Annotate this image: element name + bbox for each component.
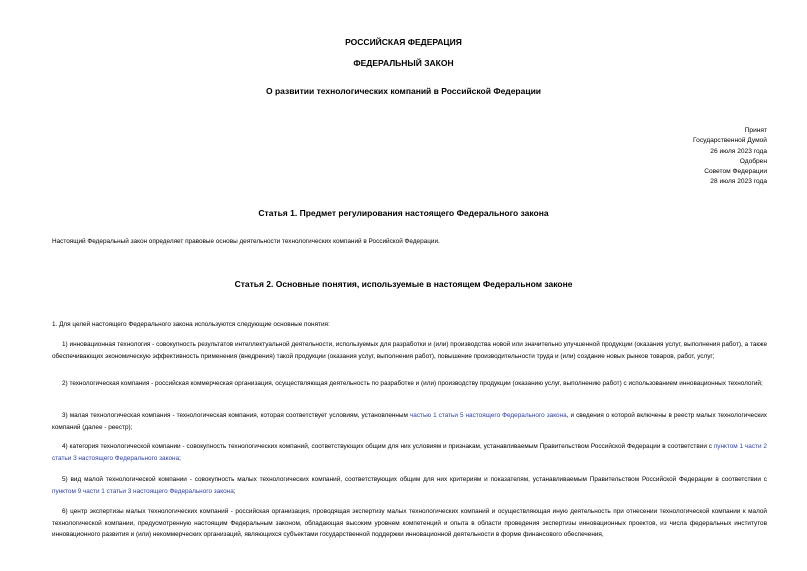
definition-2-text: 2) технологическая компания - российская коммерческая организация, осуществляющая деятельность по разработке и (или) производству продукции (оказанию услуг, выполнению работ) с использованием инновационных технологий; — [62, 380, 763, 387]
article1-text: Настоящий Федеральный закон определяет правовые основы деятельности технологических компаний в Российской Федерации. — [52, 238, 440, 245]
adoption-line: 28 июля 2023 года — [710, 178, 767, 186]
adoption-line: Одобрен — [739, 157, 767, 165]
article2-intro: 1. Для целей настоящего Федерального закона используются следующие основные понятия: — [52, 321, 330, 328]
law-title: О развитии технологических компаний в Российской Федерации — [265, 86, 542, 96]
definition-2 — [52, 378, 767, 390]
definition-1 — [52, 339, 767, 362]
definition-5 — [52, 474, 767, 497]
definition-3-text-b: , и сведения о которой включены в реестр малых технологических компаний (далее - реестр); — [52, 412, 767, 431]
definition-3-link[interactable]: частью 1 статьи 5 настоящего Федерального закона — [409, 412, 567, 419]
law-type-heading: ФЕДЕРАЛЬНЫЙ ЗАКОН — [353, 58, 454, 68]
definition-3-text-a: 3) малая технологическая компания - технологическая компания, которая соответствует условиям, установленным — [62, 412, 410, 419]
definition-1-text: 1) инновационная технология - совокупность результатов интеллектуальной деятельности, используемых для разработки и (или) производства новой или значительно улучшенной продукции (оказания услуг, выполнения работ), а также обеспечивающих экономическую эффективность применения (внедрения) такой продукции (оказания услуг, выполнения работ), повышение производительности труда и (или) создание новых рынков товаров, работ, услуг; — [52, 341, 767, 360]
definition-4-text-b: ; — [179, 454, 181, 462]
adoption-line: Принят — [744, 127, 767, 134]
adoption-line: Советом Федерации — [704, 168, 767, 176]
definition-4-text-a: 4) категория технологической компании - совокупность технологических компаний, соответствующих общим для них условиям и признакам, устанавливаемым Правительством Российской Федерации в соответствии с — [62, 443, 714, 450]
definition-4-link[interactable]: пунктом 1 части 2 статьи 3 настоящего Федерального закона — [52, 443, 767, 462]
adoption-line: 26 июля 2023 года — [710, 147, 767, 155]
definition-4 — [52, 441, 767, 464]
definition-3 — [52, 410, 767, 433]
article1-title: Статья 1. Предмет регулирования настоящего Федерального закона — [258, 208, 549, 218]
definition-5-text-b: ; — [233, 487, 236, 495]
definition-5-link[interactable]: пунктом 9 части 1 статьи 3 настоящего Федерального закона — [52, 487, 234, 495]
federation-heading: РОССИЙСКАЯ ФЕДЕРАЦИЯ — [345, 37, 462, 47]
definition-6-text: 6) центр экспертизы малых технологических компаний - российская организация, проводящая экспертизу малых технологических компаний и осуществляющая иную деятельность при отнесении технологической компании к малой технологической компании, предусмотренную настоящим Федеральным законом, обладающая высоким уровнем компетенций и опыта в области проведения экспертизы инновационных проектов, из числа федеральных институтов инновационного развития и (или) некоммерческих организаций, являющихся субъектами государственной поддержки инновационной деятельности в форме финансового обеспечения, — [52, 508, 767, 539]
article2-title: Статья 2. Основные понятия, используемые в настоящем Федеральном законе — [234, 279, 573, 289]
adoption-line: Государственной Думой — [693, 137, 767, 145]
adoption-block — [693, 126, 767, 188]
definition-5-text-a: 5) вид малой технологической компании - совокупность малых технологических компаний, соответствующих общим для них критериям и показателям, устанавливаемым Правительством Российской Федерации в соответствии с — [62, 476, 767, 483]
definition-6 — [52, 506, 767, 541]
